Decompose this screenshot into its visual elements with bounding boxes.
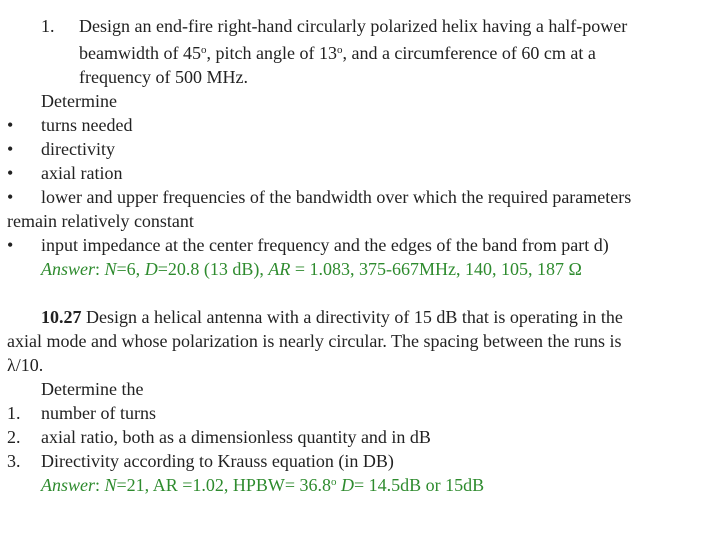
list-item-continuation: remain relatively constant bbox=[7, 211, 194, 231]
problem-2-number: 10.27 bbox=[41, 307, 82, 327]
problem-2-text-line-3: λ/10. bbox=[7, 355, 44, 375]
bullet-icon: • bbox=[7, 187, 14, 207]
problem-1-text-line-3: frequency of 500 MHz. bbox=[79, 67, 248, 87]
bullet-icon: • bbox=[7, 115, 14, 135]
problem-1-text-line-2: beamwidth of 45$^o$, pitch angle of 13$^o$, and a circumference of 60 cm at a bbox=[79, 43, 596, 63]
bullet-icon: • bbox=[7, 163, 14, 183]
problem-2-answer: Answer: N=21, AR =1.02, HPBW= $36.8^o$ D= 14.5dB or 15dB bbox=[41, 475, 485, 495]
problem-2-text-line-1: 10.27 Design a helical antenna with a directivity of 15 dB that is operating in the bbox=[41, 307, 623, 327]
problem-2-text-line-2: axial mode and whose polarization is nearly circular. The spacing between the runs is bbox=[7, 331, 622, 351]
problem-1-answer: Answer: N=6, D=20.8 (13 dB), AR = 1.083, 375-667MHz, 140, 105, 187 Ω bbox=[41, 259, 582, 279]
bullet-icon: • bbox=[7, 139, 14, 159]
problem-1-text-line-1: Design an end-fire right-hand circularly polarized helix having a half-power bbox=[79, 16, 628, 36]
bullet-icon: • bbox=[7, 235, 14, 255]
problem-1-number: 1. bbox=[41, 16, 55, 36]
problem-2-determine: Determine the bbox=[41, 379, 144, 399]
problem-1-determine: Determine bbox=[41, 91, 117, 111]
